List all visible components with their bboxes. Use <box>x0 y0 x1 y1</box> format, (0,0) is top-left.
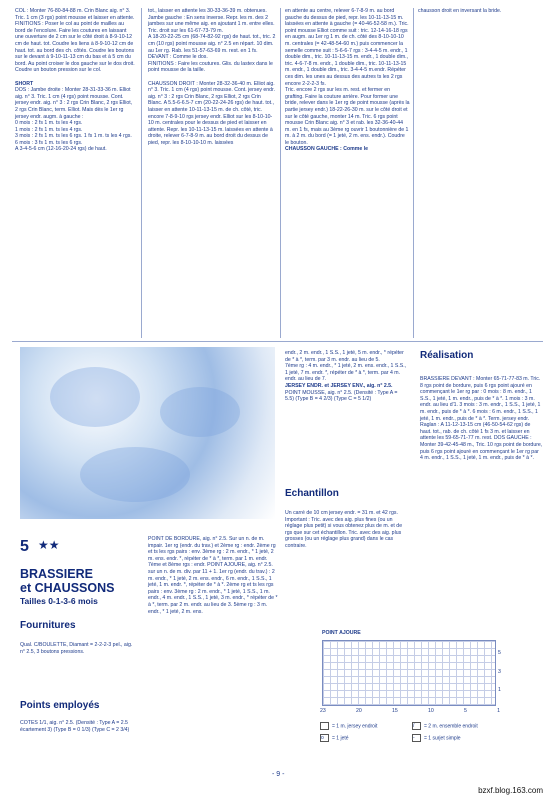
finitions-paragraph: FINITIONS : Poser le col au point de mailles au bord de l'encolure. Faire les coutures en laissant une ouverture de 2 cm sur le côté droit à 8-9-10-12 cm de haut. tot. Coudre les liens à 8-9-10-12 cm de haut. tot. au bord des ch. côtés. Coudre les boutons sur le devant à 9-10-11-13 cm du bas et à 5 cm du bord. Au point croiser le dos gauche sur le dos droit. Coudre un bouton pression sur le col. <box>15 21 135 74</box>
size-1-line: 1 mois : 2 fs 1 m. ts les 4 rgs. <box>15 126 83 133</box>
legend-symbol: - <box>412 734 421 742</box>
cotes-text: COTES 1/1, aig. n° 2.5. (Densité : Type A = 2.5 écartement 3) (Type B = 0 1/3) (Type C = 2 3/4) <box>20 720 130 733</box>
row-labels <box>498 650 501 694</box>
echantillon-heading: Echantillon <box>285 488 339 499</box>
difficulty-stars: ★★ <box>38 538 60 552</box>
pattern-sizes: Tailles 0-1-3-6 mois <box>20 596 98 606</box>
col4-paragraph: chausson droit en inversant la bride. <box>418 8 502 14</box>
axis-label: 5 <box>464 708 467 714</box>
realisation-heading: Réalisation <box>420 350 474 361</box>
mid-column <box>285 350 407 403</box>
legend-label: = 1 surjet simple <box>424 735 461 742</box>
size-6-line: 6 mois : 3 fs 1 m. ts les 6 rgs. <box>15 139 83 146</box>
mid-paragraph-3: JERSEY ENDR. et JERSEY ENV., aig. n° 2.5. <box>285 382 393 389</box>
legend-label: = 2 m. ensemble endroit <box>424 723 478 730</box>
chart-axis <box>320 708 500 715</box>
legend-label: = 1 jeté <box>332 735 349 742</box>
legend-item <box>412 722 478 730</box>
pattern-number: 5 <box>20 538 29 555</box>
axis-label: 23 <box>320 708 326 714</box>
column-divider <box>280 8 281 338</box>
legend-label: = 1 m. jersey endroit <box>332 723 378 730</box>
chausson-gauche-line: CHAUSSON GAUCHE : Comme le <box>285 146 369 153</box>
knitting-chart <box>322 640 496 706</box>
col3-paragraph-1: en attente au centre, relever 6-7-8-9 m. au bord gauche du dessus de pied, repr. les 10-11-13-15 m. laissées en attente à gauche (= 40-46-52-58 m.). Tric. point mousse Elliot comme suit : tric. 12-14-16-18 rgs en augm. au 1er rg 1 m. de ch. côté des 8-10-10-10 m. centrales (= 42-48-54-60 m.) puis commencer la semelle comme suit : 5-6-6-7 rgs : 3-4-4-5 m. endr., 1 double dim., tric. 10-11-13-15 m. endr., 1 double dim., tric. 4-6-7-8 m. endr., 1 double dim., tric. 10-11-13-15 m. endr., 1 double dim., tric. 3-4-4-5 m.endr. Répéter ces dim. les unes au dessus des autres ts les 2 rgs encore 2-2-2-3 fs. <box>285 8 409 87</box>
pattern-title <box>20 567 114 595</box>
page-number: - 9 - <box>272 771 285 778</box>
footer-url: bzxf.blog.163.com <box>478 786 543 795</box>
points-text: POINT DE BORDURE, aig. n° 2.5. Sur un n. de m. impair. 1er rg (endr. du trav.) et 2ème rg : endr. 2ème rg et ts les rgs pairs : env. 3ème rg : 2 m. endr., * 1 jeté, 2 m. ens. endr. *, répéter de * à *, term. par 1 m. endr. 7ème et 8ème rgs : endr. POINT AJOURE, aig. n° 2.5. sur un n. de m. div. par 11 + 1. 1er rg (endr. du trav.) : 2 m. endr., * 1 jeté, 2 m. ens. endr., 6 m. endr., 1 S.S., 1 jeté, 1 m. endr. *, répéter de * à *. 2ème rg et ts les rgs pairs : env. 3ème rg : 2 m. endr., * 1 jeté, 1 S.S., 1 m. endr., 4 m. endr., 1 S.S., 1 jeté, 3 m. endr., * répéter de * à *, term. par 2 m. endr. au lieu de 3. 5ème rg : 3 m. endr., * 1 jeté, 2 m. ens. <box>148 536 278 615</box>
height-line: A 3-4-5-6 cm (12-16-20-24 rgs) de haut. <box>15 146 107 153</box>
mid-paragraph-1: endr., 2 m. endr., 1 S.S., 1 jeté, 5 m. endr., * répéter de * à *, term. par 3 m. endr. au lieu de 5. <box>285 350 404 363</box>
finitions-2-paragraph: FINITIONS : Faire les coutures. Glis. du lastex dans le point mousse de la taille. <box>148 60 273 74</box>
column-1 <box>15 8 135 153</box>
legend-symbol: o <box>320 734 329 742</box>
legend-symbol: / <box>412 722 421 730</box>
row-label: 3 <box>498 668 501 675</box>
col2-paragraph-3: A 18-20-22-25 cm (68-74-82-92 rgs) de haut. tot., tric. 2 cm (10 rgs) point mousse aig. n° 2.5 en répart. 10 dim. au 1er rg. Rab. les 51-57-63-69 m. rest. en 1 fs. <box>148 34 276 54</box>
chart-title: POINT AJOURE <box>322 630 361 636</box>
chausson-droit-paragraph: CHAUSSON DROIT : Monter 28-32-36-40 m. Elliot aig. n° 3. Tric. 1 cm (4 rgs) point mousse. Cont. jersey endr. aig. n° 3 : 2 rgs Crin Blanc, 2 rgs Elliot, 2 rgs Crin Blanc. A 5.5-6-6.5-7 cm (20-22-24-26 rgs) de haut. tot., laisser en attente 10-11-13-15 m. de ch. côté, tric. encore 7-8-9-10 rgs jersey endr. Elliot sur les 8-10-10-10 m. centrales pour le dessus de pied et laisser en attente. Repr. les 10-11-13-15 m. laissées en attente à droite, relever 6-7-8-9 m. au bord droit du dessus de pied, repr. les 8-10-10-10 m. laissées <box>148 80 275 146</box>
fournitures-heading: Fournitures <box>20 620 76 631</box>
legend-item <box>320 734 349 742</box>
product-photo <box>20 347 275 519</box>
dos-paragraph: DOS : Jambe droite : Monter 28-31-33-36 m. Elliot aig. n° 3. Tric. 1 cm (4 rgs) point mousse. Cont. jersey endr. aig. n° 3 : 2 rgs Crin Blanc, 2 rgs Elliot, 2 rgs Crin Blanc, term. Elliot. Mais dès le 1er rg jersey endr. augm. à gauche : <box>15 87 133 120</box>
size-3-line: 3 mois : 2 fs 1 m. ts les 6 rgs. 1 fs 1 m. ts les 4 rgs. <box>15 133 132 140</box>
col2-paragraph-1: tot., laisser en attente les 30-33-36-39 m. obtenues. <box>148 8 267 14</box>
legend-item <box>412 734 461 742</box>
fournitures-text: Qual. C/BOULETTE, Diamant = 2-2-2-3 pel., aig. n° 2.5, 3 boutons pressions. <box>20 642 133 655</box>
legend-symbol <box>320 722 329 730</box>
short-heading: SHORT <box>15 80 34 87</box>
column-divider <box>141 8 142 338</box>
echantillon-text: Un carré de 10 cm jersey endr. = 31 m. et 42 rgs. Important : Tric. avec des aig. plus fines (ou un réglage plus petit) si vous obtenez plus de m. et de rgs que sur cet échantillon. Tric. avec des aig. plus grosses (ou un réglage plus grand) dans le cas contraire. <box>285 510 403 549</box>
size-0-line: 0 mois : 2 fs 1 m. ts les 4 rgs. <box>15 120 83 127</box>
column-4 <box>418 8 543 15</box>
legend-item <box>320 722 377 730</box>
section-divider <box>12 341 543 342</box>
col3-paragraph-2: Tric. encore 2 rgs sur les m. rest. et fermer en grafting. Faire la couture arrière. Pour former une bride, relever dans le 1er rg de point mousse (après la partie jersey endr.) 18-22-26-30 m. sur le côté droit et sur le côté gauche, monter 14 m. Tric. 6 rgs point mousse Crin Blanc aig. n° 3 et rab. les 32-36-40-44 m. en 1 fs, mais au 3ème rg ouvrir 1 boutonnière de 1 m. à 2 m. du bord (= 1 jeté, 2 m. ens. endr.). Coudre le bouton. <box>285 87 410 146</box>
column-3 <box>285 8 410 153</box>
devant-paragraph: DEVANT : Comme le dos. <box>148 54 208 61</box>
title-line-2: et CHAUSSONS <box>20 581 115 595</box>
realisation-text: BRASSIERE DEVANT : Monter 65-71-77-83 m. Tric. 8 rgs point de bordure, puis 6 rgs point ajouré en commençant le 1er rg par : 0 mois : 8 m. endr., 1 S.S., 1 jeté, 1 m. endr., puis de * à *. 1 mois : 3 m. endr. au lieu d'1. 3 mois : 3 m. endr., 1 S.S., 1 jeté, 1 m. endr., puis de * à *. 6 mois : 6 m. endr., 1 S.S., 1 jeté, 1 m. endr., puis de * à *. Term. jersey endr. Raglan : A 11-12-13-15 cm (46-50-54-62 rgs) de haut. tot., rab. de ch. côté 1 fs 3 m. et laisser en attente les 59-65-71-77 m. rest. DOS GAUCHE : Monter 39-42-45-48 m., Tric. 10 rgs point de bordure, puis 6 rgs point ajouré en commençant le 1er rg par 4 m. endr., 1 S.S., 1 jeté, 1 m. endr., puis de * à *. <box>420 376 543 462</box>
axis-label: 1 <box>497 708 500 714</box>
axis-label: 15 <box>392 708 398 714</box>
row-label: 5 <box>498 650 501 656</box>
points-heading: Points employés <box>20 700 100 711</box>
row-label: 1 <box>498 687 501 694</box>
axis-label: 10 <box>428 708 434 714</box>
jambe-gauche-paragraph: Jambe gauche : En sens inverse. Repr. les m. des 2 jambes sur une même aig. en ajoutant 1 m. entre elles. Tric. droit sur les 61-67-73-79 m. <box>148 14 275 34</box>
mid-paragraph-2: 7ème rg : 4 m. endr., * 1 jeté, 2 m. ens. endr., 1 S.S., 1 jeté, 7 m. endr. *, répéter de * à *, term. par 4 m. endr. au lieu de 7. <box>285 363 407 383</box>
axis-label: 20 <box>356 708 362 714</box>
column-2 <box>148 8 276 146</box>
title-line-1: BRASSIERE <box>20 567 93 581</box>
column-divider <box>413 8 414 338</box>
mid-paragraph-4: POINT MOUSSE, aig. n° 2.5. (Densité : Type A = 5.5) (Type B = 4 2/3) (Type C = 5 1/2) <box>285 389 398 403</box>
col-paragraph: COL : Monter 76-80-84-88 m. Crin Blanc aig. n° 3. Tric. 1 cm (3 rgs) point mousse et laisser en attente. <box>15 8 135 21</box>
